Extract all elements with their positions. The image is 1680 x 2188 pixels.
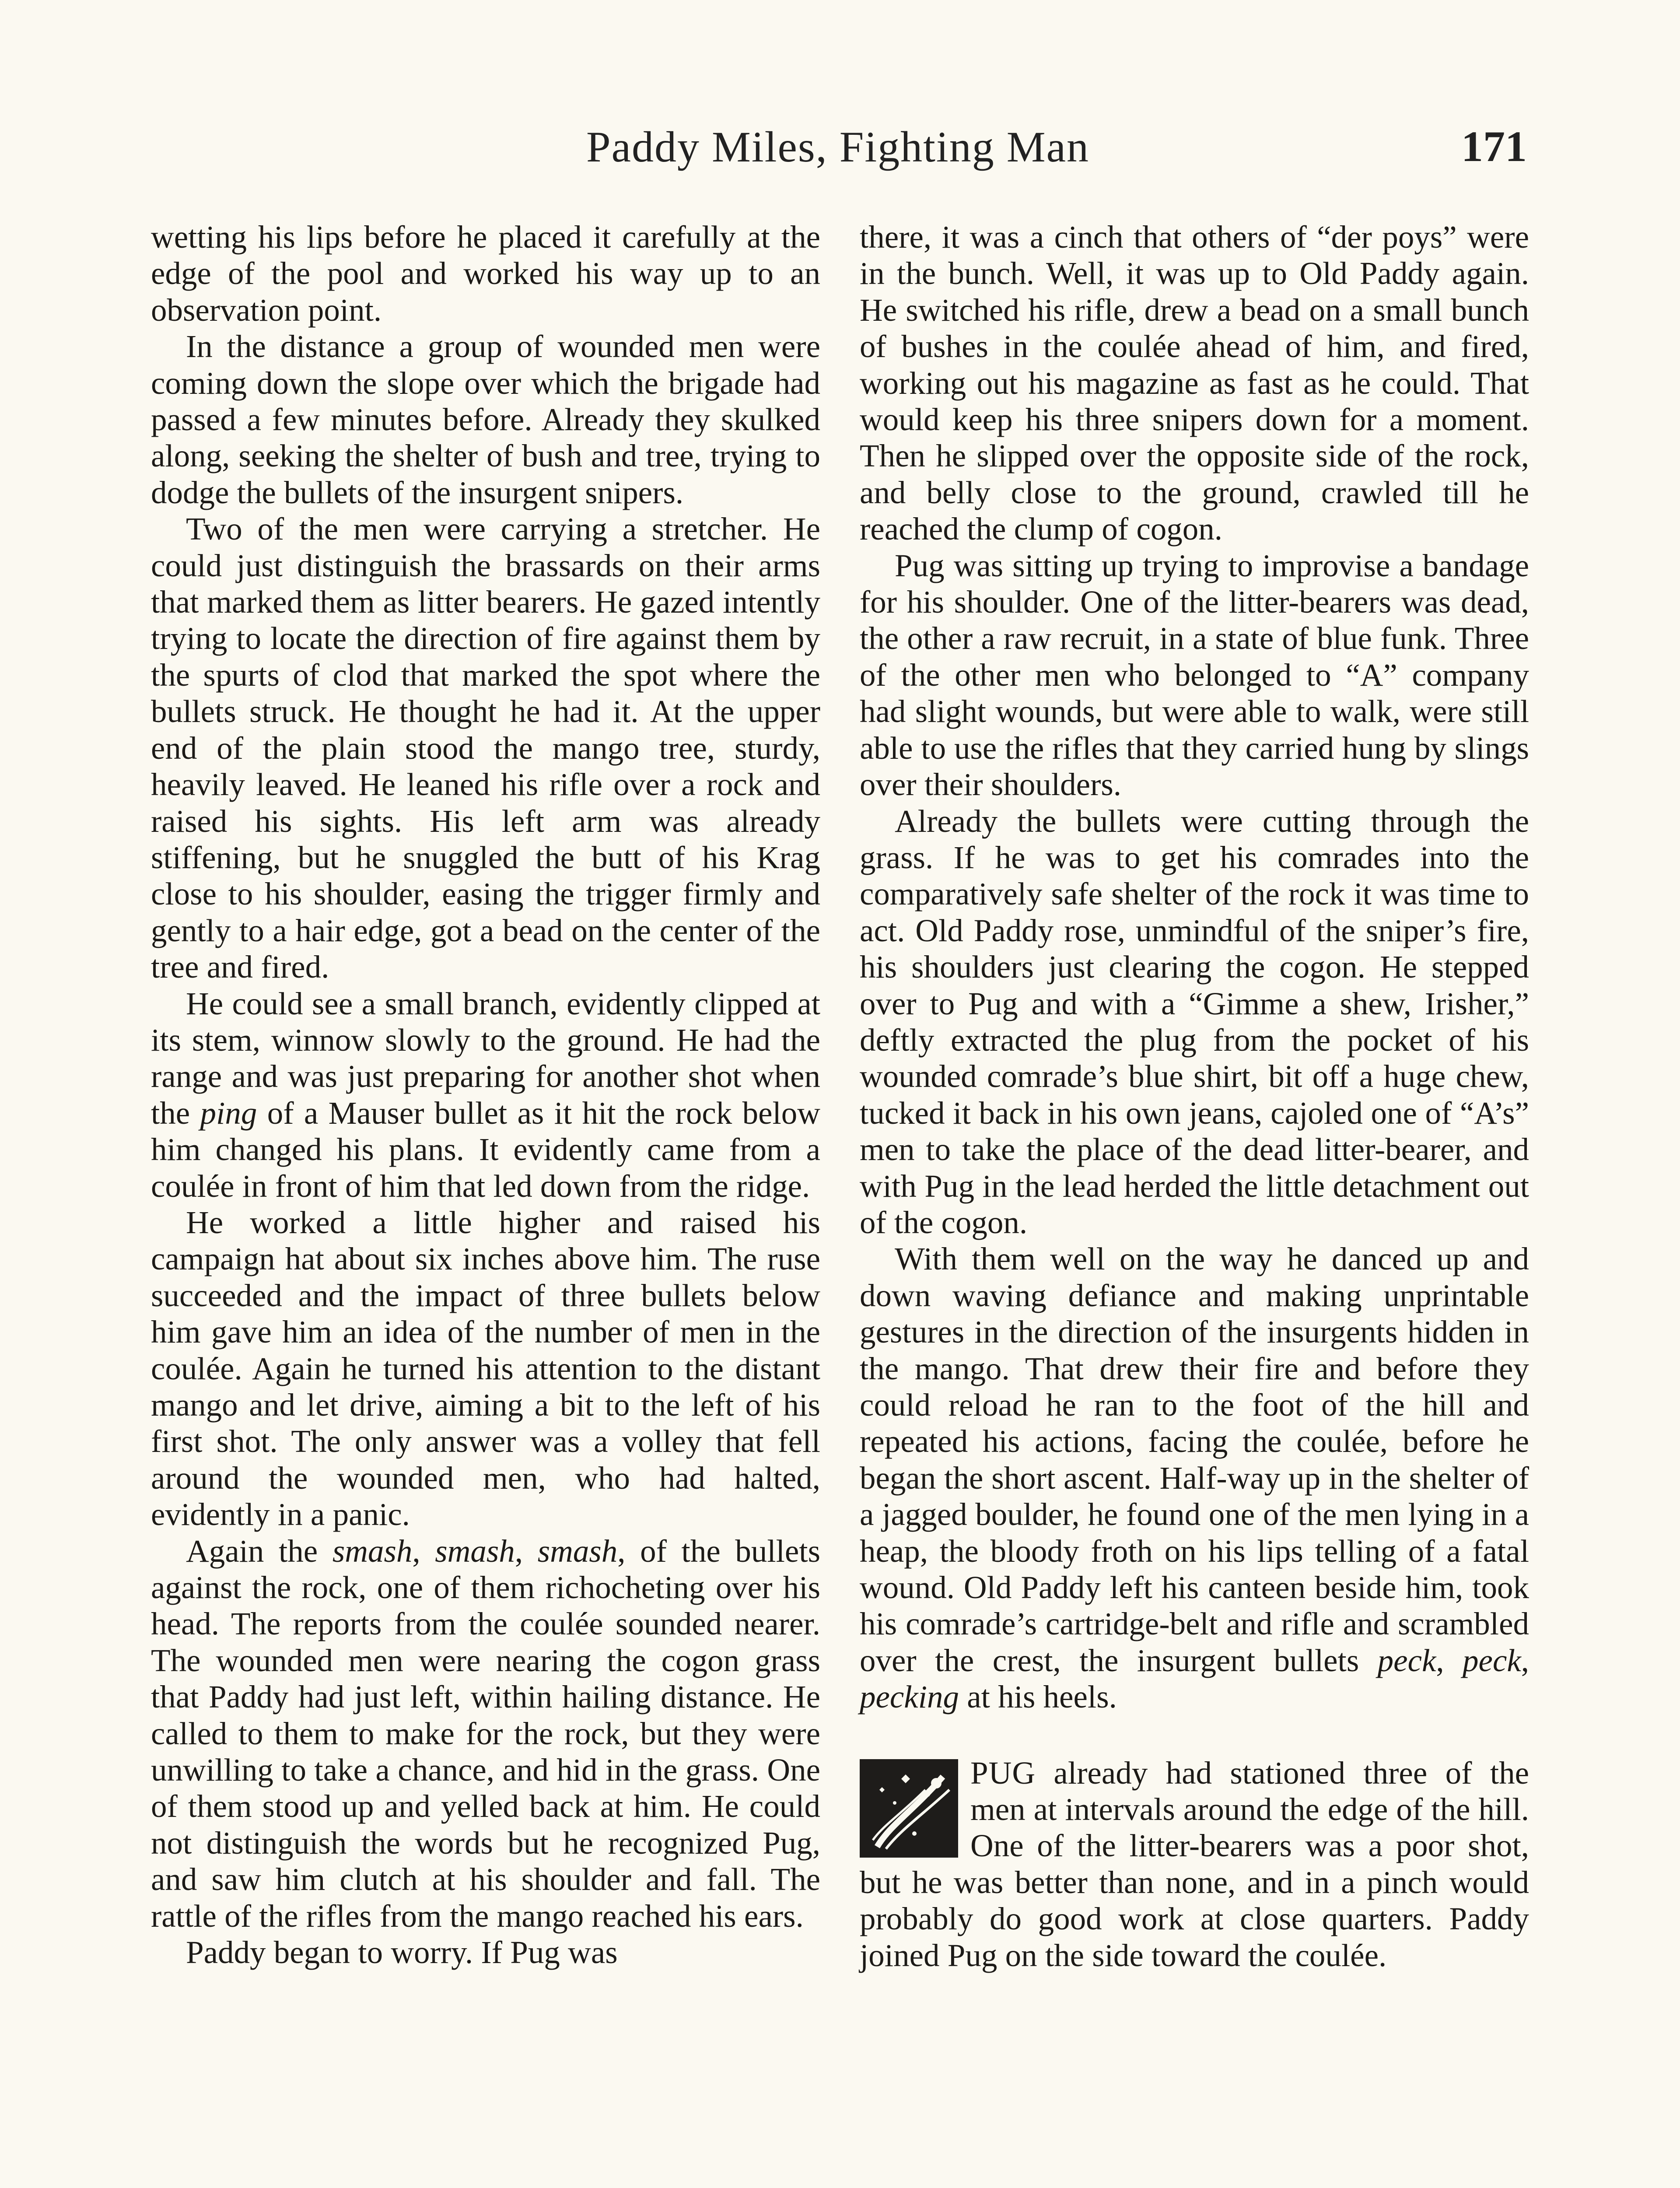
- lead-word: PUG: [970, 1755, 1036, 1791]
- italic-word: smash: [435, 1533, 515, 1569]
- paragraph: there, it was a cinch that others of “der poys” were in the bunch. Well, it was up to Old Paddy again. He switched his rifle, drew a bead on a small bunch of bushes in the coulée ahead of him, and fired, working out his magazine as fast as he could. That would keep his three snipers down for a moment. Then he slipped over the opposite side of the rock, and belly close to the ground, crawled till he reached the clump of cogon.: [860, 219, 1529, 547]
- page-title: Paddy Miles, Fighting Man: [586, 122, 1090, 171]
- paragraph-with-ornament: PUG already had stationed three of the men at intervals around the edge of the hill. One of the litter-bearers was a poor shot, but he was better than none, and in a pinch would probably do good work at close quarters. Paddy joined Pug on the side toward the coulée.: [860, 1755, 1529, 1973]
- paragraph: Already the bullets were cutting through the grass. If he was to get his comrades into the comparatively safe shelter of the rock it was time to act. Old Paddy rose, unmindful of the sniper’s fire, his shoulders just clearing the cogon. He stepped over to Pug and with a “Gimme a shew, Irisher,” deftly extracted the plug from the pocket of his wounded comrade’s blue shirt, bit off a huge chew, tucked it back in his own jeans, cajoled one of “A’s” men to take the place of the dead litter-bearer, and with Pug in the lead herded the little detachment out of the cogon.: [860, 803, 1529, 1240]
- page-number: 171: [1461, 122, 1527, 171]
- italic-word: ping: [200, 1095, 257, 1131]
- italic-word: pecking: [860, 1679, 959, 1715]
- paragraph: Pug was sitting up trying to improvise a bandage for his shoulder. One of the litter-bearers was dead, the other a raw recruit, in a state of blue funk. Three of the other men who belonged to “A” company had slight wounds, but were able to walk, were still able to use the rifles that they carried hung by slings over their shoulders.: [860, 547, 1529, 803]
- paragraph: wetting his lips before he placed it carefully at the edge of the pool and worked his way up to an observation point.: [151, 219, 820, 328]
- italic-word: peck: [1377, 1642, 1436, 1678]
- italic-word: smash: [537, 1533, 618, 1569]
- section-break: [860, 1715, 1529, 1755]
- paragraph: He worked a little higher and raised his campaign hat about six inches above him. The ruse succeeded and the impact of three bullets below him gave him an idea of the number of men in the coulée. Again he turned his attention to the distant mango and let drive, aiming a bit to the left of his first shot. The only answer was a volley that fell around the wounded men, who had halted, evidently in a panic.: [151, 1204, 820, 1532]
- paragraph: He could see a small branch, evidently clipped at its stem, winnow slowly to the ground. He had the range and was just preparing for another shot when the ping of a Mauser bullet as it hit the rock below him changed his plans. It evidently came from a coulée in front of him that led down from the ridge.: [151, 985, 820, 1204]
- italic-word: smash: [332, 1533, 413, 1569]
- paragraph: Paddy began to worry. If Pug was: [186, 1935, 618, 1971]
- paragraph: Again the smash, smash, smash, of the bullets against the rock, one of them richocheting over his head. The reports from the coulée sounded nearer. The wounded men were nearing the cogon grass that Paddy had just left, within hailing distance. He called to them to make for the rock, but they were unwilling to take a chance, and hid in the grass. One of them stood up and yelled back at him. He could not distinguish the words but he recognized Pug, and saw him clutch at his shoulder and fall. The rattle of the rifles from the mango reached his ears.: [151, 1533, 820, 1934]
- paragraph: Two of the men were carrying a stretcher. He could just distinguish the brassards on their arms that marked them as litter bearers. He gazed intently trying to locate the direction of fire against them by the spurts of clod that marked the spot where the bullets struck. He thought he had it. At the upper end of the plain stood the mango tree, sturdy, heavily leaved. He leaned his rifle over a rock and raised his sights. His left arm was already stiffening, but he snuggled the butt of his Krag close to his shoulder, easing the trigger firmly and gently to a hair edge, got a bead on the center of the tree and fired.: [151, 511, 820, 985]
- italic-word: peck: [1463, 1642, 1521, 1678]
- ornament-initial-icon: [860, 1759, 958, 1858]
- right-column: [860, 219, 1529, 1974]
- running-head: [149, 114, 1527, 179]
- paragraph: With them well on the way he danced up and down waving defiance and making unprintable gestures in the direction of the insurgents hidden in the mango. That drew their fire and before they could reload he ran to the foot of the hill and repeated his actions, facing the coulée, before he began the short ascent. Half-way up in the shelter of a jagged boulder, he found one of the men lying in a heap, the bloody froth on his lips telling of a fatal wound. Old Paddy left his canteen beside him, took his comrade’s cartridge-belt and rifle and scrambled over the crest, the insurgent bullets peck, peck, pecking at his heels.: [860, 1241, 1529, 1715]
- paragraph: In the distance a group of wounded men were coming down the slope over which the brigade had passed a few minutes before. Already they skulked along, seeking the shelter of bush and tree, trying to dodge the bullets of the insurgent snipers.: [151, 329, 820, 510]
- left-column: [151, 219, 820, 1971]
